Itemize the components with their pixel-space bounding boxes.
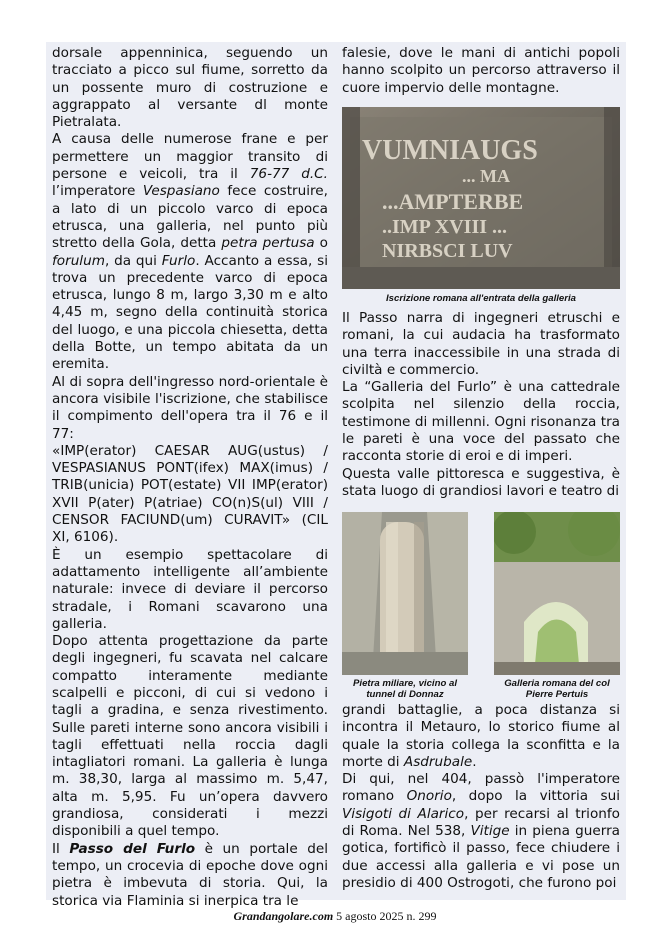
inscription-line: ...AMPTERBE [382, 189, 524, 214]
text-run: fece costruire, a lato di un piccolo varco di epoca etrusca, una galleria, nel punto più stretto della Gola, detta [52, 183, 328, 252]
text-run: o [314, 235, 328, 252]
paragraph [52, 131, 328, 373]
text-run: Il [52, 840, 70, 857]
text-run: l’imperatore [52, 183, 143, 200]
text-run: . [472, 753, 477, 770]
italic-name: Visigoti di Alarico [342, 805, 465, 822]
page-background [46, 42, 626, 909]
footer-brand: Grandangolare.com [233, 909, 334, 923]
inscription-image [342, 107, 620, 289]
right-column-bottom [342, 702, 620, 892]
paragraph: Al di sopra dell'ingresso nord-orientale è ancora visibile l'iscrizione, che stabilisce il compimento dell'opera tra il 76 e il 77: [52, 373, 328, 442]
inscription-photo [342, 107, 620, 289]
bold-italic-term: Passo del Furlo [69, 840, 196, 857]
left-column [52, 45, 328, 910]
text-run: grandi battaglie, a poca distanza si incontra il Metauro, lo storico fiume al quale la storia collega la sconfitta e la morte di [342, 702, 620, 770]
inscription-text: «IMP(erator) CAESAR AUG(ustus) / VESPASIANUS PONT(ifex) MAX(imus) / TRIB(unicia) POT(estate) VII IMP(erator) XVII P(ater) P(atriae) CO(n)S(ul) VIII / CENSOR FACIUND(um) CURAVIT» (CIL XI, 6106). [52, 442, 328, 546]
italic-name: Onorio [406, 788, 452, 805]
text-run: . Accanto a essa, si trova un precedente varco di epoca etrusca, lungo 8 m, largo 3,30 m e alto 4,45 m, segno della continuità storica del luogo, e una piccola chiesetta, detta della Botte, un tempo abitata da un eremita. [52, 252, 329, 373]
right-column-top [342, 45, 620, 97]
italic-term: petra pertusa [221, 235, 315, 252]
footer-date: 5 agosto 2025 n. 299 [336, 909, 437, 923]
paragraph [342, 771, 620, 892]
text-run: , per recarsi al trionfo di Roma. Nel 538, [342, 805, 620, 840]
right-column-middle [342, 310, 620, 500]
inscription-line: ... MA [462, 166, 510, 186]
inscription-line: ..IMP XVIII ... [382, 216, 508, 238]
inscription-line: NIRBSCI LUV [382, 240, 513, 262]
italic-term: Furlo [161, 252, 196, 269]
paragraph: Questa valle pittoresca e suggestiva, è stata luogo di grandiosi lavori e teatro di [342, 465, 620, 499]
italic-name: Vitige [470, 823, 510, 840]
arch-photo [494, 512, 620, 675]
arch-image [494, 512, 620, 675]
text-run: , dopo la vittoria sui [451, 788, 621, 805]
milestone-image [342, 512, 468, 675]
caption-inscription: Iscrizione romana all'entrata della galleria [386, 293, 576, 304]
italic-term: forulum [52, 252, 105, 269]
italic-name: Asdrubale [403, 753, 473, 770]
paragraph: Il Passo narra di ingegneri etruschi e romani, la cui audacia ha trasformato una terra inaccessibile in una strada di civiltà e commercio. [342, 310, 620, 378]
paragraph: La “Galleria del Furlo” è una cattedrale scolpita nel silenzio della roccia, testimone di millenni. Ogni risonanza tra le pareti è una voce del passato che racconta storie di eroi e di imperi. [342, 379, 620, 465]
text-run: A causa delle numerose frane e per permettere un maggior transito di persone e veicoli, tra il [52, 131, 328, 183]
text-run: in piena guerra gotica, fortificò il passo, fece chiudere i due accessi alla galleria e vi pose un presidio di 400 Ostrogoti, che furono poi [342, 823, 620, 891]
text-run: , da qui [104, 252, 162, 269]
paragraph: È un esempio spettacolare di adattamento intelligente all’ambiente naturale: invece di deviare il percorso stradale, i Romani scavarono una galleria. [52, 546, 328, 632]
italic-emperor: Vespasiano [142, 183, 220, 200]
paragraph: Dopo attenta progettazione da parte degli ingegneri, fu scavata nel calcare compatto interamente mediante scalpelli e picconi, di cui si vedono i tagli a gradina, e senza rivestimento. Sulle pareti interne sono ancora visibili i tagli effettuati nella roccia dagli intagliatori romani. La galleria è lunga m. 38,30, larga al massimo m. 5,47, alta m. 5,95. Fu un’opera davvero grandiosa, considerati i mezzi disponibili a quel tempo. [52, 633, 328, 840]
paragraph [342, 702, 620, 771]
italic-date: 76-77 d.C. [249, 166, 328, 183]
page-footer [0, 909, 670, 924]
inscription-line: VUMNIAUGS [362, 135, 538, 166]
paragraph: falesie, dove le mani di antichi popoli hanno scolpito un percorso attraverso il cuore impervio delle montagne. [342, 45, 620, 96]
paragraph: dorsale appenninica, seguendo un tracciato a picco sul fiume, sorretto da un possente muro di costruzione e aggrappato al versante dl monte Pietralata. [52, 45, 328, 131]
milestone-photo [342, 512, 468, 675]
text-run: è un portale del tempo, un crocevia di epoche dove ogni pietra è imbevuta di storia. Qui, la storica via Flaminia si inerpica tra le [52, 840, 329, 909]
caption-milestone: Pietra miliare, vicino al tunnel di Donnaz [353, 678, 457, 700]
caption-arch: Galleria romana del col Pierre Pertuis [504, 678, 610, 700]
text-run: Di qui, nel 404, passò l'imperatore romano [342, 771, 620, 805]
paragraph [52, 841, 328, 910]
